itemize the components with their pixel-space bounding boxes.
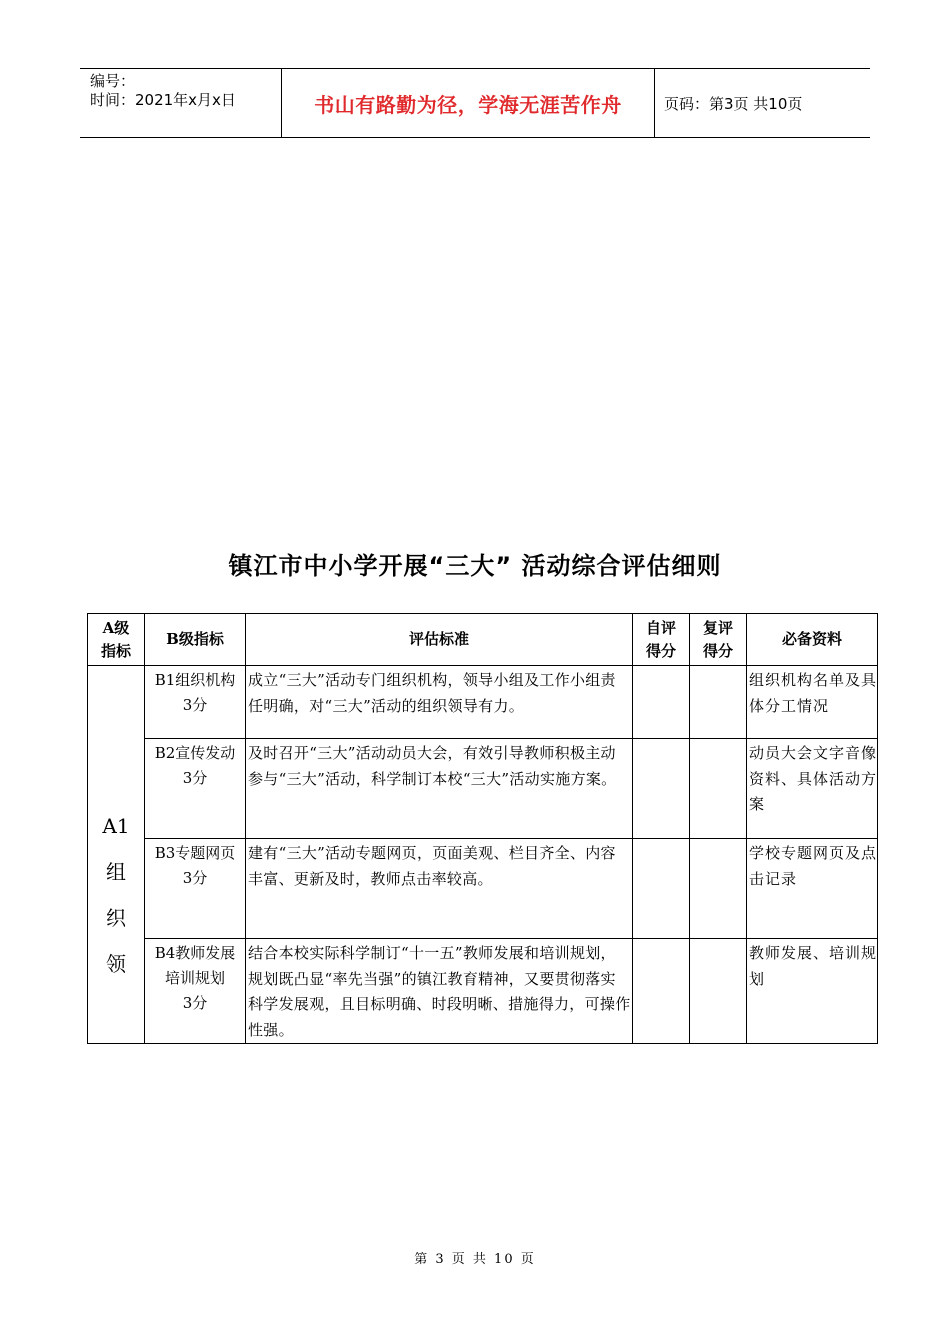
b-indicator-title: B4教师发展 <box>154 944 236 962</box>
table-row <box>88 939 878 1044</box>
header-page-label: 页码：第3页 共10页 <box>664 94 803 113</box>
header-b-level: B级指标 <box>145 614 246 666</box>
b-indicator-title: B3专题网页 <box>154 844 236 862</box>
materials-cell: 学校专题网页及点击记录 <box>747 839 878 939</box>
b-indicator-cell <box>145 666 246 739</box>
materials-cell: 组织机构名单及具体分工情况 <box>747 666 878 739</box>
table-row <box>88 839 878 939</box>
a1-name-char: 领 <box>106 951 126 976</box>
header-review-score: 复评得分 <box>690 614 747 666</box>
self-score-cell <box>633 939 690 1044</box>
review-score-cell <box>690 739 747 839</box>
b-indicator-cell <box>145 939 246 1044</box>
standard-cell: 及时召开“三大”活动动员大会，有效引导教师积极主动参与“三大”活动，科学制订本校“三大”活动实施方案。 <box>246 739 633 839</box>
b-indicator-cell <box>145 739 246 839</box>
header-motto: 书山有路勤为径，学海无涯苦作舟 <box>282 69 655 137</box>
document-title: 镇江市中小学开展“三大” 活动综合评估细则 <box>228 552 722 580</box>
page-footer: 第 3 页 共 10 页 <box>414 1252 536 1267</box>
header-materials: 必备资料 <box>747 614 878 666</box>
header-a-level: A级指标 <box>88 614 145 666</box>
review-score-cell <box>690 839 747 939</box>
header-info-cell <box>80 69 282 137</box>
materials-cell: 动员大会文字音像资料、具体活动方案 <box>747 739 878 839</box>
b-indicator-title: B2宣传发动 <box>154 744 236 762</box>
header-standard: 评估标准 <box>246 614 633 666</box>
table-row <box>88 739 878 839</box>
b-indicator-score: 3分 <box>182 994 208 1012</box>
self-score-cell <box>633 666 690 739</box>
standard-cell: 建有“三大”活动专题网页，页面美观、栏目齐全、内容丰富、更新及时，教师点击率较高。 <box>246 839 633 939</box>
page-header <box>80 68 870 138</box>
review-score-cell <box>690 666 747 739</box>
self-score-cell <box>633 839 690 939</box>
a1-name-char: 织 <box>106 905 126 930</box>
a1-cell <box>88 666 145 1044</box>
standard-cell: 成立“三大”活动专门组织机构，领导小组及工作小组责任明确，对“三大”活动的组织领导有力。 <box>246 666 633 739</box>
review-score-cell <box>690 939 747 1044</box>
b-indicator-title-line2: 培训规划 <box>164 969 225 987</box>
b-indicator-title: B1组织机构 <box>154 671 236 689</box>
date-label: 时间：2021年x月x日 <box>90 91 236 109</box>
a1-name-char: 组 <box>106 859 126 884</box>
evaluation-table <box>87 613 878 1044</box>
table-header-row <box>88 614 878 666</box>
standard-cell: 结合本校实际科学制订“十一五”教师发展和培训规划，规划既凸显“率先当强”的镇江教育精神，又要贯彻落实科学发展观，且目标明确、时段明晰、措施得力，可操作性强。 <box>246 939 633 1044</box>
b-indicator-cell <box>145 839 246 939</box>
b-indicator-score: 3分 <box>182 869 208 887</box>
table-row <box>88 666 878 739</box>
b-indicator-score: 3分 <box>182 696 208 714</box>
a1-code: A1 <box>102 813 130 838</box>
b-indicator-score: 3分 <box>182 769 208 787</box>
number-label: 编号： <box>90 72 136 90</box>
materials-cell: 教师发展、培训规划 <box>747 939 878 1044</box>
self-score-cell <box>633 739 690 839</box>
header-self-score: 自评得分 <box>633 614 690 666</box>
